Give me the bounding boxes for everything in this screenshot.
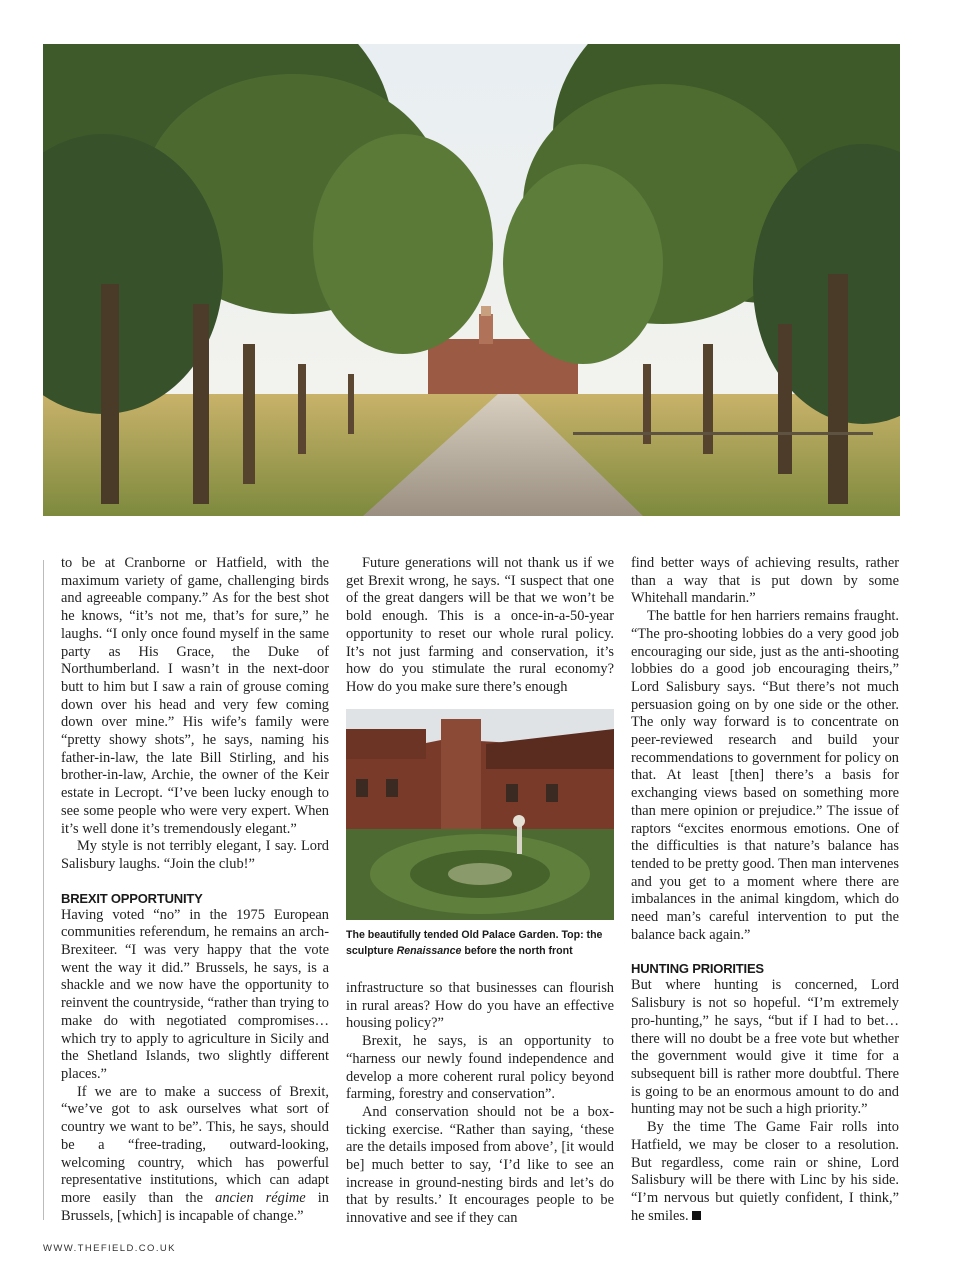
paragraph: to be at Cranborne or Hatfield, with the maximum variety of game, challenging birds and agreeable company.” As for the best shot he knows, “it’s not me, that’s for sure,” he laughs. “I only once found myself in the same party as His Grace, the Duke of Northumberland. I wasn’t in the next-door butt to him but I saw a rain of grouse coming down over his head and very few coming down over mine.” His wife’s family were “pretty showy shots”, he says, naming his father-in-law, the late Bill Stirling, and his brother-in-law, Archie, the owner of the Keir estate in Lecropt. “I’ve been lucky enough to see some people who were very expert. When it’s well done it’s tremendously elegant.” bbox=[61, 555, 329, 837]
paragraph: And conservation should not be a box-ticking exercise. “Rather than saying, ‘these are the details imposed from above’, [it would be] much better to say, ‘I’d like to see an increase in ground-nesting birds and let’s do that by results.’ It encourages people to be innovative and see if they can bbox=[346, 1103, 614, 1227]
paragraph: Future generations will not thank us if we get Brexit wrong, he says. “I suspect that one of the great dangers will be that we won’t be bold enough. This is a once-in-a-50-year opportunity to reset our whole rural policy. It’s not just farming and conservation, it’s how do you stimulate the rural economy? How do you make sure there’s enough bbox=[346, 555, 614, 695]
paragraph: find better ways of achieving results, rather than a way that is put down by some Whitehall mandarin.” bbox=[631, 555, 899, 607]
end-of-article-mark bbox=[692, 1211, 701, 1220]
paragraph: The battle for hen harriers remains fraught. “The pro-shooting lobbies do a very good job encouraging our side, just as the anti-shooting lobbies do a good job encouraging theirs,” Lord Salisbury says. “But there’s not much persuasion going on by one side or the other. The only way forward is to concentrate on peer-reviewed research and build your recommendations to government for policy on that. At least [then] there’s a basis for exchanging views based on something more than mere opinion or prejudice.” The issue of raptors “excites enormous emotions. One of the difficulties is that nature’s balance has tended to be pretty good. Then man intervenes and you get to a moment where there are imbalances in the animal kingdom, which do need man’s careful intervention to put the balance back again.” bbox=[631, 608, 899, 943]
subhead-hunting-priorities: HUNTING PRIORITIES bbox=[631, 961, 764, 977]
photo-caption: The beautifully tended Old Palace Garden. Top: the sculpture Renaissance before the north front bbox=[346, 929, 603, 957]
paragraph: But where hunting is concerned, Lord Salisbury is not so hopeful. “I’m extremely pro-hunting,” he says, “but if I had to bet… there will no doubt be a free vote but whether the government would give it time for a subsequent bill is rather more doubtful. There is going to be an enormous amount to do and hunting may not be such a high priority.” bbox=[631, 977, 899, 1118]
article-column-1 bbox=[61, 555, 329, 1225]
article-column-2-bottom bbox=[346, 980, 614, 1228]
paragraph: By the time The Game Fair rolls into Hatfield, we may be closer to a resolution. But regardless, come rain or shine, Lord Salisbury will be there with Linc by his side. “I’m nervous but quietly confident, I think,” he smiles. bbox=[631, 1119, 899, 1224]
subhead-brexit-opportunity: BREXIT OPPORTUNITY bbox=[61, 890, 203, 906]
paragraph: My style is not terribly elegant, I say. Lord Salisbury laughs. “Join the club!” bbox=[61, 838, 329, 872]
article-column-2-top bbox=[346, 555, 614, 697]
hero-photo-avenue bbox=[43, 44, 900, 516]
column-rule bbox=[43, 560, 44, 1220]
paragraph: Brexit, he says, is an opportunity to “harness our newly found independence and develop a more coherent rural policy beyond farming, forestry and conservation”. bbox=[346, 1033, 614, 1103]
paragraph: infrastructure so that businesses can flourish in rural areas? How do you have an effective housing policy?” bbox=[346, 980, 614, 1032]
paragraph: Having voted “no” in the 1975 European communities referendum, he remains an arch-Brexiteer. “I was very happy that the vote went the way it did.” Brussels, he says, is a shackle and we now have the opportunity to reinvent the countryside, “rather than trying to make do with negotiated compromises… which try to apply to agriculture in Sicily and the Shetland Islands, two slightly different places.” bbox=[61, 906, 329, 1082]
footer-url: WWW.THEFIELD.CO.UK bbox=[43, 1243, 176, 1254]
paragraph: If we are to make a success of Brexit, “we’ve got to ask ourselves what sort of country we want to be”. This, he says, should be a “free-trading, outward-looking, welcoming country, which has powerful representative institutions, which can adapt more easily than the ancien régime in Brussels, [which] is incapable of change.” bbox=[61, 1083, 329, 1224]
article-column-3 bbox=[631, 555, 899, 1225]
old-palace-garden-photo bbox=[346, 709, 614, 920]
